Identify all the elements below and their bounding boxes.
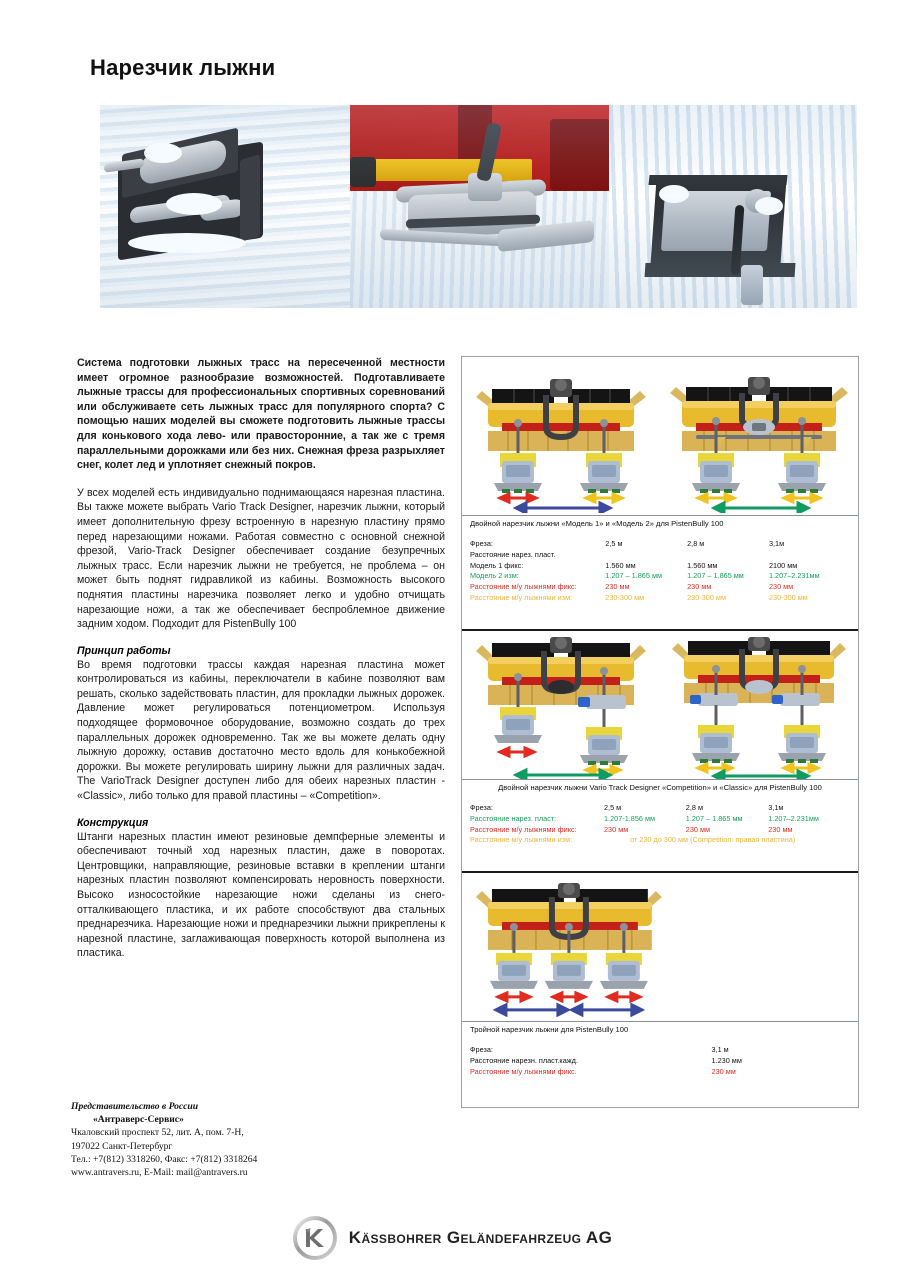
contact-line-5: Тел.: +7(812) 3318260, Факс: +7(812) 3318264 [71, 1153, 258, 1165]
arrow-red-small-3 [608, 993, 640, 1001]
footer-logo [0, 1216, 905, 1260]
fig-triple-spacer [676, 883, 858, 1021]
panel-vario-track-designer [462, 631, 858, 873]
paragraph-principle-of-operation: Во время подготовки трассы каждая нарезная пластина может контролироваться из кабины, переключатели в кабине позволяют вам решать, сколько задействовать пластин, для прокладки лыжных дорожек. Давление может регулироваться потенциометром. Используя подходящее формовочное оборудование, возможно создать до трех параллельных дорожек одновременно. Так же вы можете делать одну лыжную дорожку, оставив достаточно место вдоль для конькобежной дорожки. Вы можете регулировать ширину лыжни для различных задач. The VarioTrack Designer доступен либо для обеих нарезных пластин - «Classic», либо только для правой пластины – «Competition». [77, 658, 445, 803]
spec-table-triple [462, 1039, 858, 1087]
panel-double-model-1-2 [462, 357, 858, 631]
contact-line-1: Представительство в России [71, 1101, 199, 1112]
spec-row: Расстояние м/у лыжнями изм: 230-300 мм 230-300 мм 230-300 мм [470, 592, 808, 602]
arrow-red-small-2 [553, 993, 585, 1001]
arrow-navy-wide-1 [496, 1005, 568, 1015]
fig-triple [462, 883, 676, 1021]
spec-row: Модель 2 изм: 1.207 – 1.865 мм 1.207 – 1.865 мм 1.207–2.231мм [470, 571, 820, 581]
spec-table-vario [462, 797, 858, 856]
contact-line-2: «Антраверс-Сервис» [93, 1114, 184, 1126]
arrow-yellow-small-left [698, 494, 734, 502]
caption-triple: Тройной нарезчик лыжни для PistenBully 100 [462, 1021, 858, 1039]
spec-row: Расстояние нарез. пласт: 1.207-1.856 мм 1.207 – 1.865 мм 1.207–2.231мм [470, 813, 819, 823]
footer-company-name: Kässbohrer Geländefahrzeug AG [348, 1228, 613, 1247]
arrow-green-wide [714, 503, 808, 513]
spec-row: Расстояние м/у лыжнями фикс: 230 мм 230 мм 230 мм [470, 582, 794, 592]
fig-model-2 [660, 365, 858, 515]
panel-triple [462, 873, 858, 1107]
arrow-yellow-small-right [784, 764, 818, 772]
arrow-red-small [500, 494, 536, 502]
fig-competition [462, 637, 660, 779]
lead-paragraph: Система подготовки лыжных трасс на пересеченной местности имеет огромное разнообразие возможностей. Подготавливаете лыжные трассы для профессиональных спортивных соревнований или обслуживаете сеть лыжных трасс для популярного спорта? С помощью наших моделей вы сможете подготовить лыжные трассы для конькового хода лево- или правосторонние, а так же с тремя параллельными дорожками или без них. Снежная фреза разрыхляет снег, колет лед и уплотняет снежный покров. [77, 357, 445, 472]
contact-block [71, 1100, 401, 1179]
photo-strip [100, 105, 857, 308]
arrow-yellow-small [586, 494, 622, 502]
spec-row: Расстояние нарез. пласт. [470, 549, 556, 559]
heading-principle-of-operation: Принцип работы [77, 644, 171, 657]
spec-row: Расстояние м/у лыжнями фикс. 230 мм [470, 1066, 736, 1076]
photo-tracksetter-in-snow [100, 105, 350, 308]
fig-classic [660, 637, 858, 779]
spec-row: Расстояние м/у лыжнями изм: от 230 до 300 мм (Competition: правая пластина) [470, 835, 796, 845]
spec-table-model-1-2 [462, 533, 858, 614]
contact-line-3: Чкаловский проспект 52, лит. А, пом. 7-Н, [71, 1127, 244, 1139]
arrow-red-small-1 [498, 993, 530, 1001]
arrow-navy-wide-2 [572, 1005, 642, 1015]
specification-panel [461, 356, 859, 1108]
kassbohrer-k-logo-icon [293, 1216, 337, 1260]
heading-construction: Конструкция [77, 816, 149, 829]
paragraph-2: У всех моделей есть индивидуально поднимающаяся нарезная пластина. Вы также можете выбрать Vario Track Designer, нарезчик лыжни, который имеет дополнительную фрезу встроенную в нарезную пластину прямо перед нарезающими ножами. Работая совместно с основной снежной фрезой, Vario-Track Designer обеспечивает создание безупречных лыжных трасс. Если нарезчик лыжни не требуется, не проблема – он может быть поднят гидравликой из кабины. Возможность высокого поднятия пластины нарезчика позволяет легко и удобно отчищать нарезающие ножи, а так же обеспечивает беспроблемное движение задним ходом. Подходит для PistenBully 100 [77, 486, 445, 631]
spec-row: Расстояние нарезн. пласт.кажд. 1.230 мм [470, 1055, 742, 1065]
photo-tracksetter-rear-view [609, 105, 857, 308]
spec-row: Фреза: 3,1 м [470, 1045, 729, 1054]
photo-tracksetter-on-machine [350, 105, 609, 308]
caption-vario-track-designer: Двойной нарезчик лыжни Vario Track Designer «Competition» и «Classic» для PistenBully 100 [462, 779, 858, 797]
fig-model-1 [462, 365, 660, 515]
page-title: Нарезчик лыжни [90, 54, 276, 80]
spec-row: Расстояние м/у лыжнями фикс: 230 мм 230 мм 230 мм [470, 824, 793, 834]
spec-row: Модель 1 фикс: 1.560 мм 1.560 мм 2100 мм [470, 560, 798, 570]
arrow-yellow-small-left [698, 764, 732, 772]
paragraph-construction: Штанги нарезных пластин имеют резиновые демпферные элементы и обеспечивают точный ход нарезных пластин, даже в поворотах. Центровщики, направляющие, резиновые вставки в креплении штанги нарезных пластин позволяют компенсировать неровность поверхности. Высоко износостойкие нарезающие ножи сделаны из снего-отталкивающего пластика, и их работе способствуют два стальных преднарезчика. Нарезающие ножи и преднарезчики лыжни прикреплены к нарезной пластине, заглаживающая поверхность которой выполнена из пластика. [77, 830, 445, 960]
contact-line-6: www.antravers.ru, E-Mail: mail@antravers.ru [71, 1167, 248, 1179]
arrow-navy-wide [516, 503, 610, 513]
arrow-red-small [500, 748, 534, 756]
arrow-yellow-small-right [784, 494, 820, 502]
spec-row: Фреза: 2,5 м 2,8 м 3,1м [470, 539, 785, 548]
spec-row: Фреза: 2,5 м 2,8 м 3,1м [470, 803, 784, 812]
body-text-column [77, 356, 445, 974]
caption-double-model-1-2: Двойной нарезчик лыжни «Модель 1» и «Модель 2» для PistenBully 100 [462, 515, 858, 533]
contact-line-4: 197022 Санкт-Петербург [71, 1140, 173, 1152]
